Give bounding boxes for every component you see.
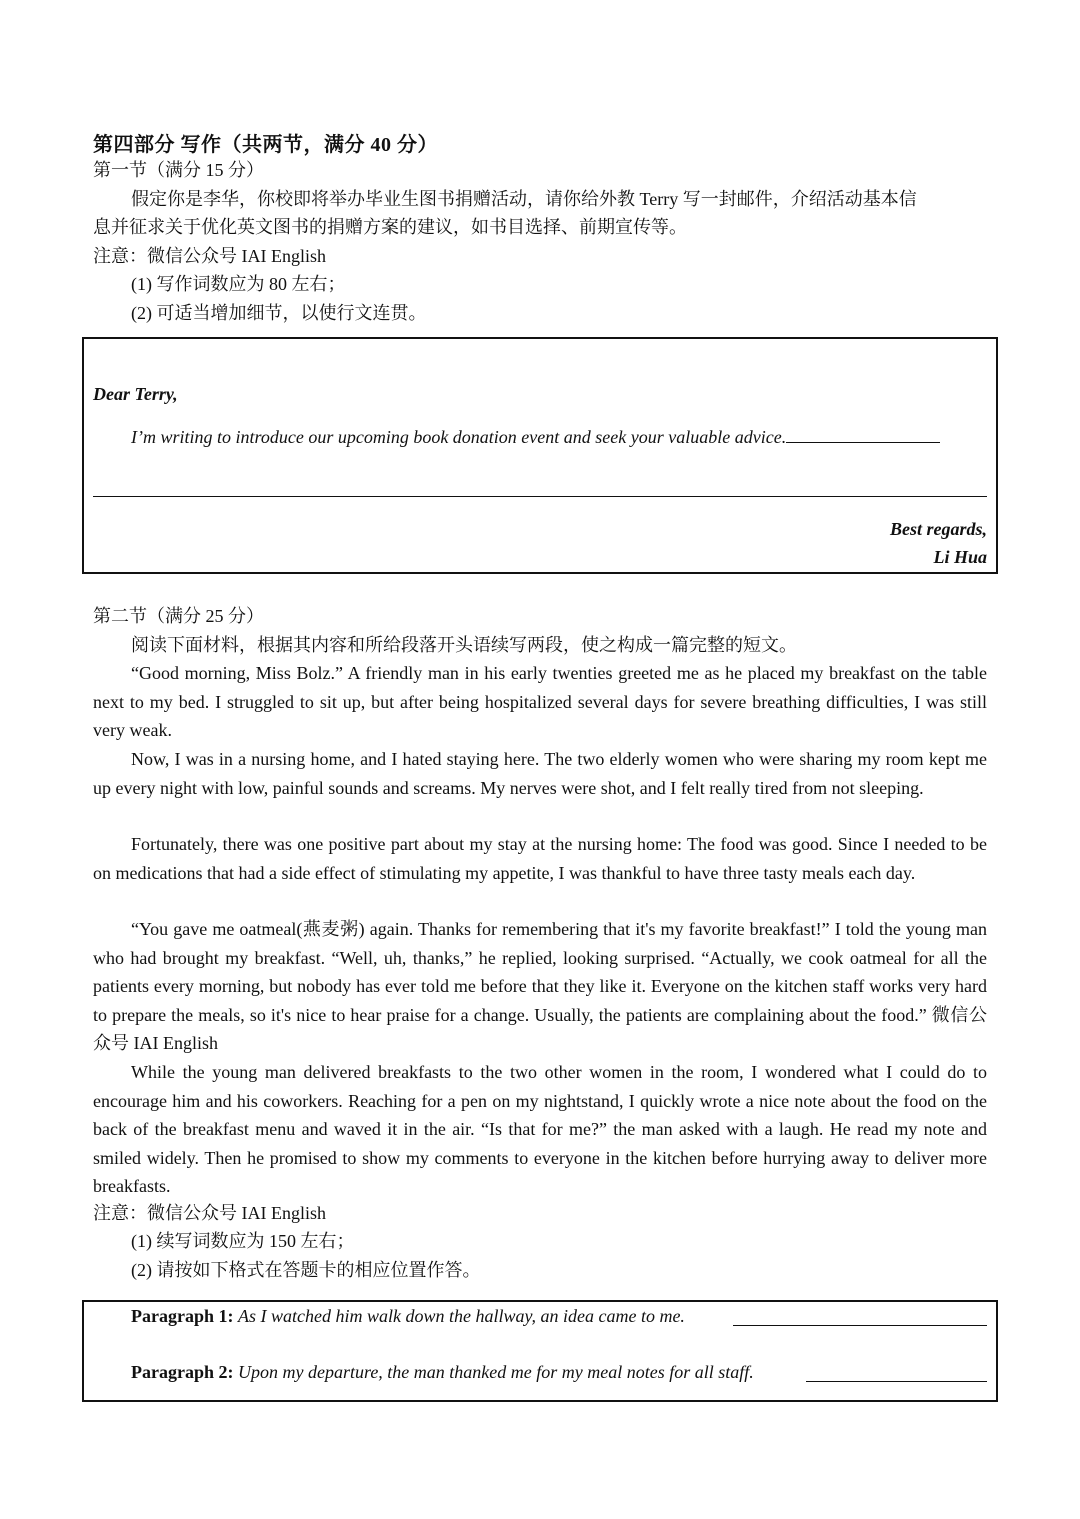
story-paragraph-1: “Good morning, Miss Bolz.” A friendly man in his early twenties greeted me as he placed my breakfast on the table next to my bed. I struggled to sit up, but after being hospitalized several days for severe breathing difficulties, I was still very weak. <box>93 663 987 740</box>
letter-answer-box <box>82 337 998 574</box>
paragraph-2-label: Paragraph 2 <box>131 1362 228 1382</box>
letter-answer-line[interactable] <box>93 496 987 497</box>
paragraph-1-label: Paragraph 1 <box>131 1306 228 1326</box>
story-paragraph-4: “You gave me oatmeal(燕麦粥) again. Thanks for remembering that it's my favorite breakfast!” I told the young man who had brought my breakfast. “Well, uh, thanks,” he replied, looking surprised. “Actually, we cook oatmeal for all the patients every morning, but nobody has ever told me before that they like it. Everyone on the kitchen staff works very hard to prepare the meals, so it's nice to hear praise for a change. Usually, the patients are complaining about the food.” 微信公众号 IAI English <box>93 919 987 1053</box>
section2-instruction: 阅读下面材料，根据其内容和所给段落开头语续写两段，使之构成一篇完整的短文。 <box>131 635 797 655</box>
section2-heading: 第二节（满分 25 分） <box>93 606 264 626</box>
letter-opening-line <box>131 427 940 448</box>
paragraph-1-prompt: Paragraph 1: As I watched him walk down the hallway, an idea came to me. <box>131 1306 685 1326</box>
letter-answer-blank[interactable] <box>786 441 940 443</box>
paragraph-2-text: Upon my departure, the man thanked me for my meal notes for all staff. <box>238 1362 754 1382</box>
section1-task-line1: 假定你是李华，你校即将举办毕业生图书捐赠活动，请你给外教 Terry 写一封邮件，介绍活动基本信 <box>131 189 917 209</box>
paragraph-2-blank[interactable] <box>806 1381 987 1382</box>
letter-signature: Li Hua <box>933 547 987 567</box>
paragraph-1-blank[interactable] <box>733 1325 987 1326</box>
letter-salutation: Dear Terry, <box>93 384 178 404</box>
section2-note-label: 注意：微信公众号 IAI English <box>93 1203 326 1223</box>
paragraph-1-text: As I watched him walk down the hallway, an idea came to me. <box>238 1306 685 1326</box>
section1-note-2: (2) 可适当增加细节，以使行文连贯。 <box>131 303 427 323</box>
story-paragraph-5: While the young man delivered breakfasts to the two other women in the room, I wondered what I could do to encourage him and his coworkers. Reaching for a pen on my nightstand, I quickly wrote a nice note about the food on the back of the breakfast menu and waved it in the air. “Is that for me?” the man asked with a laugh. He read my note and smiled widely. Then he promised to show my comments to everyone in the kitchen before hurrying away to deliver more breakfasts. <box>93 1062 987 1196</box>
section1-heading: 第一节（满分 15 分） <box>93 160 264 180</box>
letter-closing: Best regards, <box>889 519 987 539</box>
section2-note-2: (2) 请按如下格式在答题卡的相应位置作答。 <box>131 1260 481 1280</box>
letter-opening-text: I’m writing to introduce our upcoming book donation event and seek your valuable advice. <box>131 427 787 447</box>
section1-note-label: 注意：微信公众号 IAI English <box>93 246 326 266</box>
section1-task-line2: 息并征求关于优化英文图书的捐赠方案的建议，如书目选择、前期宣传等。 <box>93 217 687 237</box>
section2-note-1: (1) 续写词数应为 150 左右； <box>131 1231 355 1251</box>
section1-note-1: (1) 写作词数应为 80 左右； <box>131 274 346 294</box>
paragraph-2-prompt: Paragraph 2: Upon my departure, the man thanked me for my meal notes for all staff. <box>131 1362 754 1382</box>
part-title: 第四部分 写作（共两节，满分 40 分） <box>93 134 438 156</box>
story-paragraph-2: Now, I was in a nursing home, and I hated staying here. The two elderly women who were sharing my room kept me up every night with low, painful sounds and screams. My nerves were shot, and I felt really tired from not sleeping. <box>93 749 987 798</box>
story-paragraph-3: Fortunately, there was one positive part about my stay at the nursing home: The food was good. Since I needed to be on medications that had a side effect of stimulating my appetite, I was thankful to have three tasty meals each day. <box>93 834 987 883</box>
